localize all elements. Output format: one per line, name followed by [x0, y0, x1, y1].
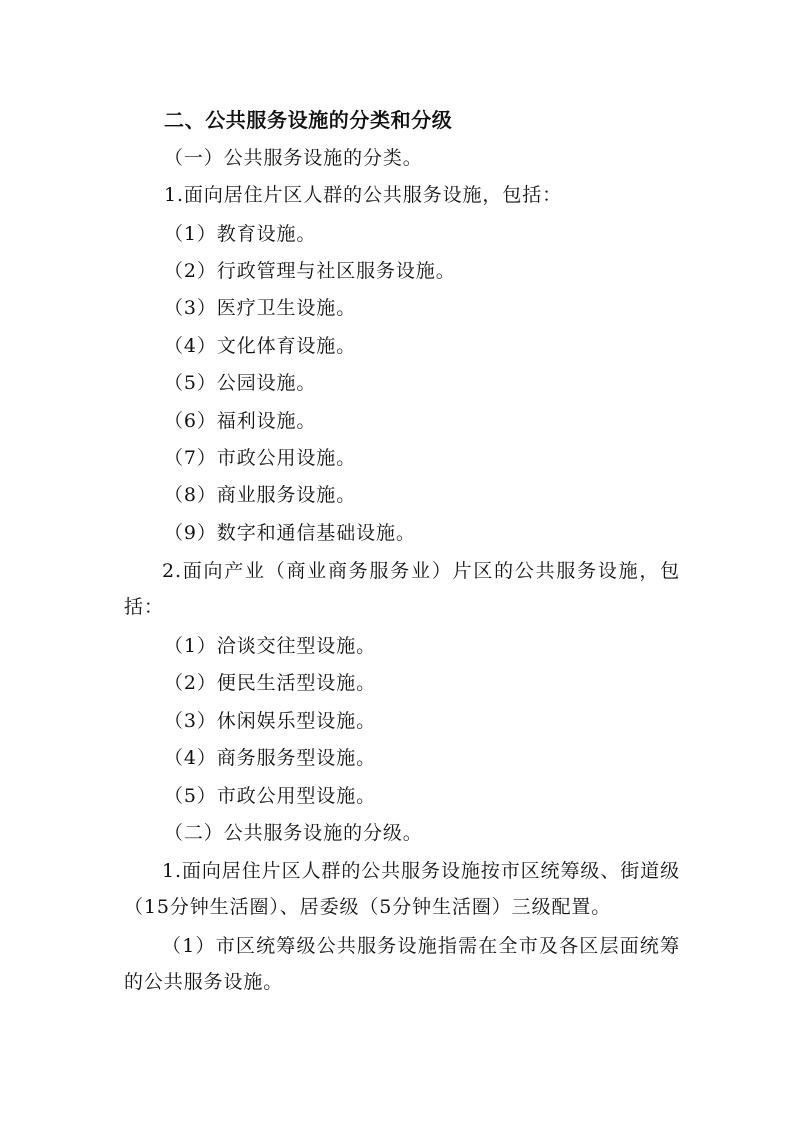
group1-item-2: （2）行政管理与社区服务设施。 [164, 260, 456, 282]
group1-item-7: （7）市政公用设施。 [164, 447, 357, 469]
group2-item-1: （1）洽谈交往型设施。 [164, 635, 376, 657]
group2-item-4: （4）商务服务型设施。 [164, 747, 376, 769]
group2-item-3: （3）休闲娱乐型设施。 [164, 710, 376, 732]
group2-intro: 2.面向产业（商业商务服务业）片区的公共服务设施，包括： [124, 560, 680, 618]
group1-item-8: （8）商业服务设施。 [164, 484, 357, 506]
group2-item-2: （2）便民生活型设施。 [164, 672, 376, 694]
grading-paragraph-2: （1）市区统筹级公共服务设施指需在全市及各区层面统筹的公共服务设施。 [124, 935, 680, 993]
section-heading: 二、公共服务设施的分类和分级 [164, 108, 453, 132]
group1-item-4: （4）文化体育设施。 [164, 335, 357, 357]
group1-item-5: （5）公园设施。 [164, 372, 317, 394]
grading-paragraph-1: 1.面向居住片区人群的公共服务设施按市区统筹级、街道级（15分钟生活圈）、居委级（5分钟生活圈）三级配置。 [124, 860, 680, 918]
group1-intro: 1.面向居住片区人群的公共服务设施，包括： [164, 184, 563, 206]
group1-item-3: （3）医疗卫生设施。 [164, 297, 357, 319]
subsection-heading-classification: （一）公共服务设施的分类。 [164, 147, 423, 169]
group1-item-9: （9）数字和通信基础设施。 [164, 522, 416, 544]
group1-item-1: （1）教育设施。 [164, 223, 317, 245]
subsection-heading-grading: （二）公共服务设施的分级。 [164, 822, 423, 844]
group1-item-6: （6）福利设施。 [164, 410, 317, 432]
group2-item-5: （5）市政公用型设施。 [164, 785, 376, 807]
